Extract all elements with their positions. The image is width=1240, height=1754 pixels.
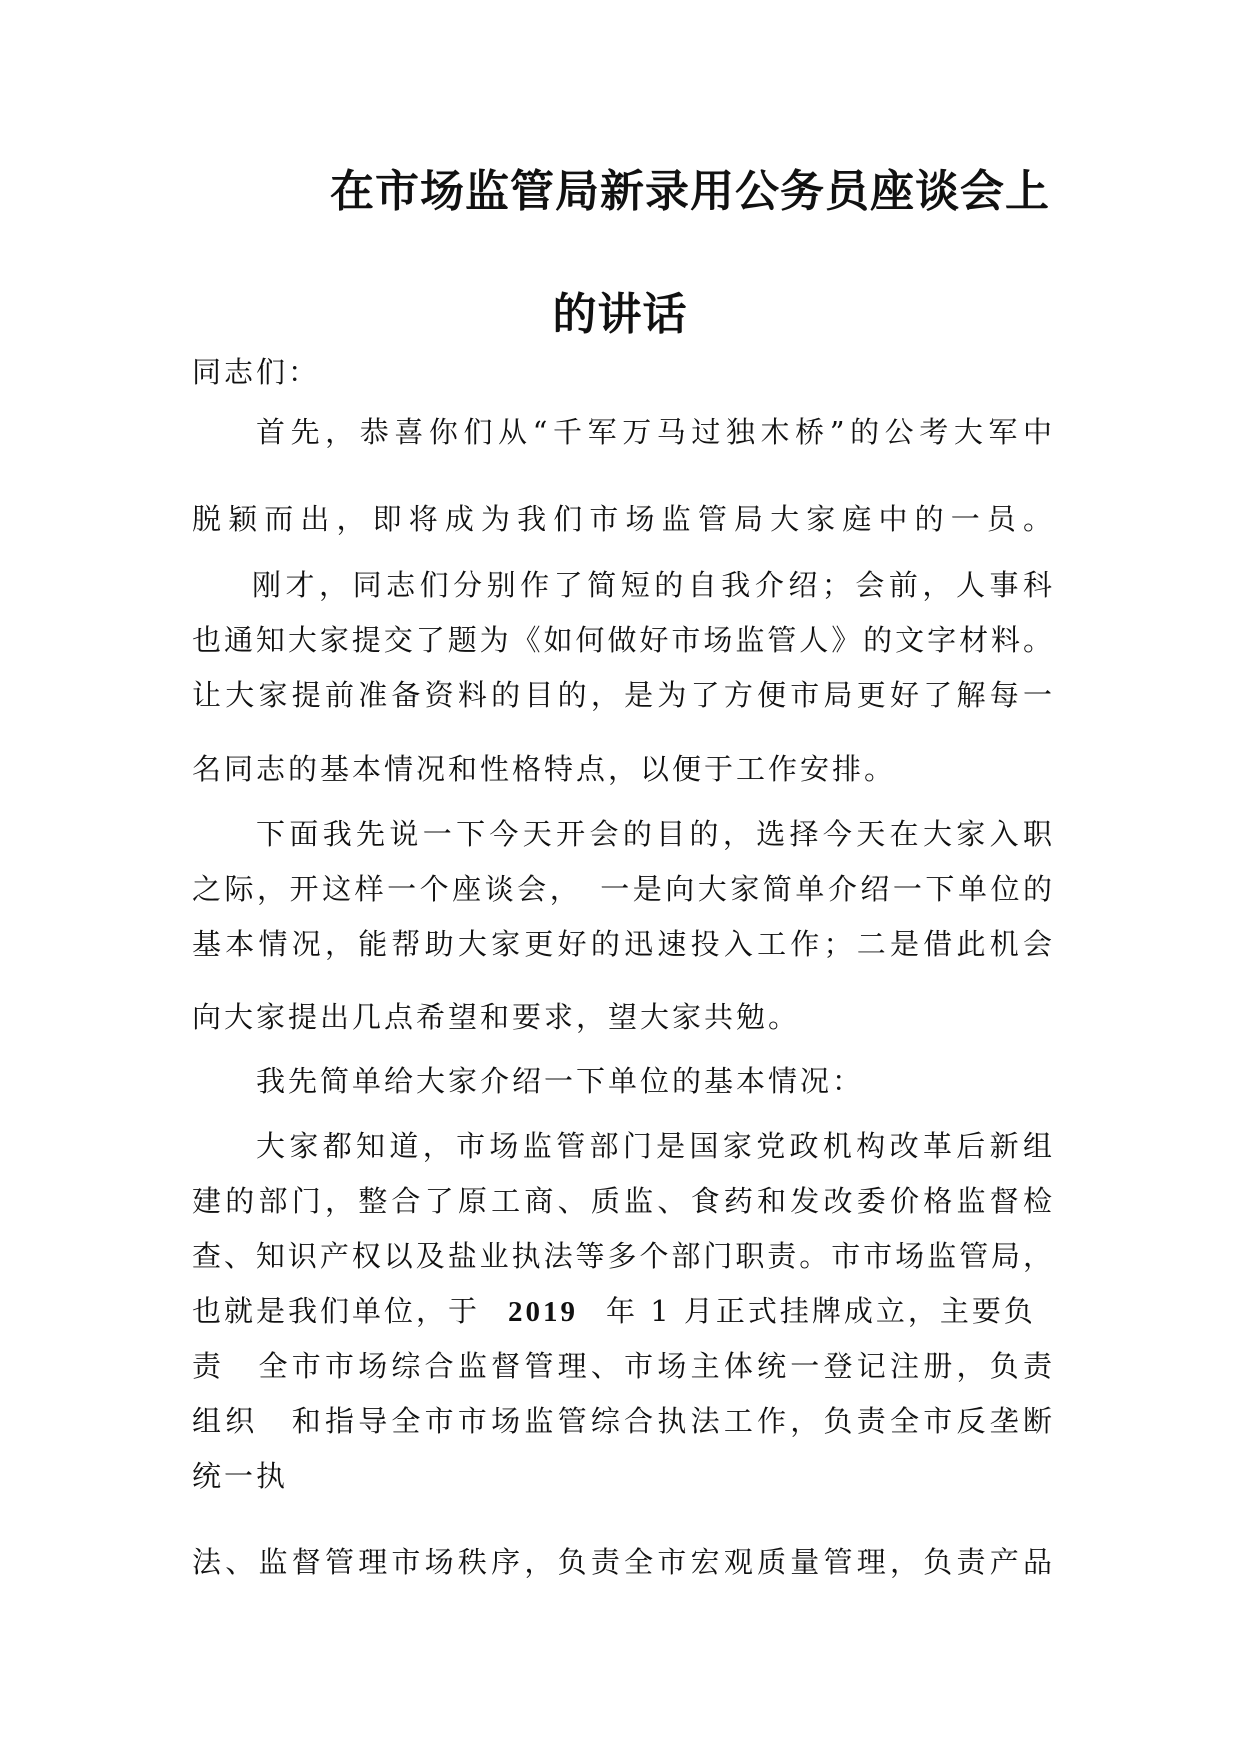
paragraph-line: 也通知大家提交了题为《如何做好市场监管人》的文字材料。 <box>192 623 1052 657</box>
paragraph-line: 我先简单给大家介绍一下单位的基本情况： <box>256 1064 865 1098</box>
year-number: 2019 <box>508 1296 579 1328</box>
line-segment: 年 1 月正式挂牌成立，主要负 <box>606 1294 1036 1328</box>
paragraph-line: 组织 和指导全市市场监管综合执法工作，负责全市反垄断 <box>192 1404 1052 1438</box>
paragraph-line: 向大家提出几点希望和要求，望大家共勉。 <box>192 1000 801 1034</box>
paragraph-line: 下面我先说一下今天开会的目的，选择今天在大家入职 <box>256 817 1052 851</box>
paragraph-line: 刚才，同志们分别作了简短的自我介绍；会前，人事科 <box>252 568 1052 602</box>
salutation: 同志们： <box>192 355 321 389</box>
paragraph-line <box>192 1289 1052 1330</box>
paragraph-line: 建的部门，整合了原工商、质监、食药和发改委价格监督检 <box>192 1184 1052 1218</box>
paragraph-line: 让大家提前准备资料的目的，是为了方便市局更好了解每一 <box>192 678 1052 712</box>
paragraph-line: 之际，开这样一个座谈会， 一是向大家简单介绍一下单位的 <box>192 872 1052 906</box>
paragraph-line: 统一执 <box>192 1459 289 1493</box>
paragraph-line: 大家都知道，市场监管部门是国家党政机构改革后新组 <box>256 1129 1052 1163</box>
paragraph-line: 脱颖而出，即将成为我们市场监管局大家庭中的一员。 <box>192 502 1052 536</box>
document-title-line-2: 的讲话 <box>552 289 688 340</box>
document-title-line-1: 在市场监管局新录用公务员座谈会上 <box>330 166 1050 217</box>
paragraph-line: 基本情况，能帮助大家更好的迅速投入工作；二是借此机会 <box>192 927 1052 961</box>
paragraph-line: 首先，恭喜你们从“千军万马过独木桥”的公考大军中 <box>256 415 1052 449</box>
paragraph-line: 名同志的基本情况和性格特点，以便于工作安排。 <box>192 752 897 786</box>
paragraph-line: 法、监督管理市场秩序，负责全市宏观质量管理，负责产品 <box>192 1545 1052 1579</box>
line-segment: 也就是我们单位，于 <box>192 1294 481 1328</box>
paragraph-line: 查、知识产权以及盐业执法等多个部门职责。市市场监管局， <box>192 1239 1052 1273</box>
paragraph-line: 责 全市市场综合监督管理、市场主体统一登记注册，负责 <box>192 1349 1052 1383</box>
